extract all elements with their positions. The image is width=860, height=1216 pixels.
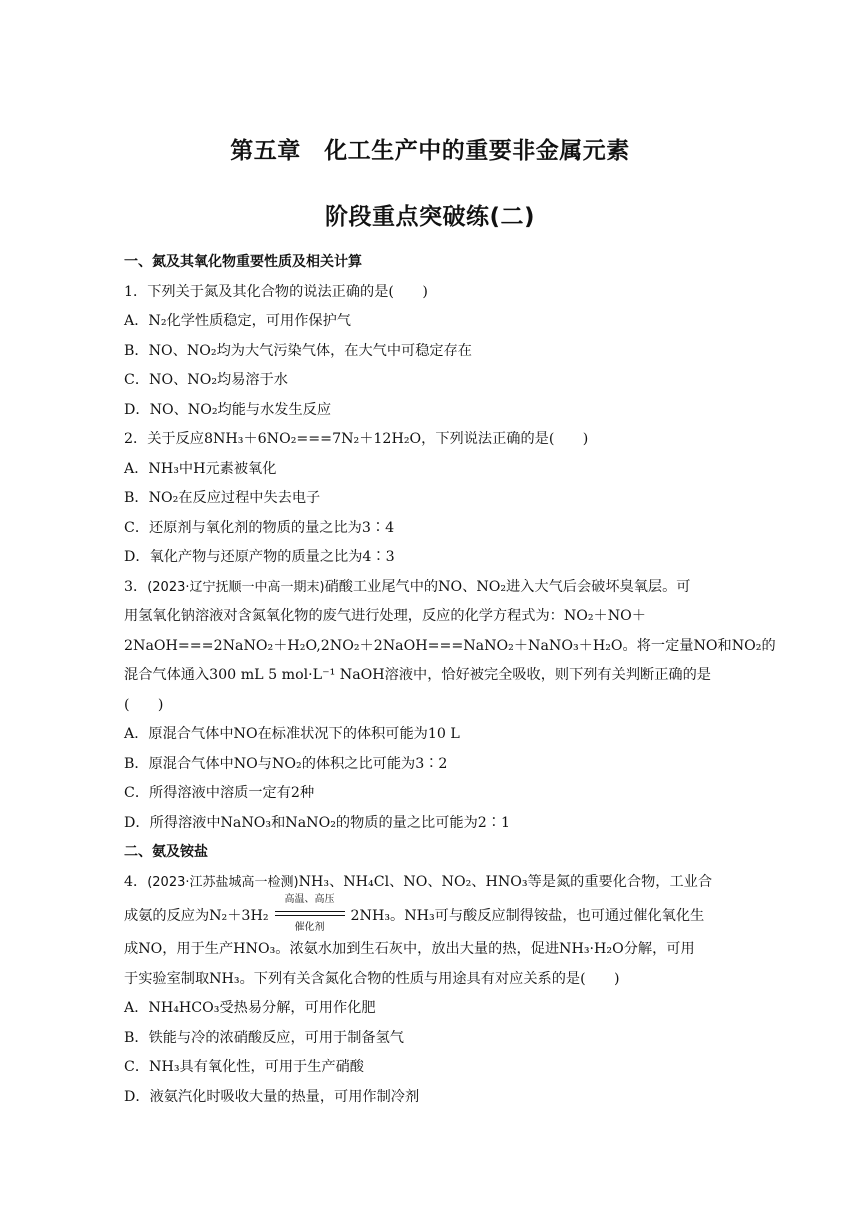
question-4-option-b: B．铁能与冷的浓硝酸反应，可用于制备氢气 [124,1029,404,1046]
question-3-option-a: A．原混合气体中NO在标准状况下的体积可能为10 L [124,726,460,742]
question-3-stem-line-3: 2NaOH===2NaNO₂＋H₂O,2NO₂＋2NaOH===NaNO₂＋NaNO₃＋H₂O。将一定量NO和NO₂的 [124,637,776,654]
condition-top: 高温、高压 [284,894,335,905]
question-4-stem-line-4: 于实验室制取NH₃。下列有关含氮化合物的性质与用途具有对应关系的是( ) [124,970,620,987]
question-2-option-b: B．NO₂在反应过程中失去电子 [124,490,321,506]
condition-bottom: 催化剂 [294,922,325,933]
question-4-stem-line-1 [124,868,736,898]
question-3-option-d: D．所得溶液中NaNO₃和NaNO₂的物质的量之比可能为2∶1 [124,814,511,831]
chapter-title: 第五章 化工生产中的重要非金属元素 [230,138,630,164]
section-title: 阶段重点突破练(二) [324,204,536,230]
document-body [124,248,776,1112]
question-1-option-b: B．NO、NO₂均为大气污染气体，在大气中可稳定存在 [124,342,472,359]
question-3-stem-line-5: ( ) [124,696,164,713]
reversible-arrow-icon [275,915,345,916]
question-text: NH₃、NH₄Cl、NO、NO₂、HNO₃等是氮的重要化合物，工业合 [298,873,713,890]
reaction-condition-arrow [275,894,345,933]
question-number: 4． [124,873,148,890]
question-4-stem-line-2 [124,894,736,935]
question-source: (2023·江苏盐城高一检测) [147,874,299,890]
question-4-option-d: D．液氨汽化时吸收大量的热量，可用作制冷剂 [124,1088,420,1105]
question-3-stem-line-4: 混合气体通入300 mL 5 mol·L⁻¹ NaOH溶液中，恰好被完全吸收，则下列有关判断正确的是 [124,667,711,683]
question-number: 3． [124,578,148,595]
question-2-option-c: C．还原剂与氧化剂的物质的量之比为3∶4 [124,519,395,536]
question-2-stem: 2．关于反应8NH₃＋6NO₂===7N₂＋12H₂O，下列说法正确的是( ) [124,431,589,447]
question-source: (2023·辽宁抚顺一中高一期末) [147,579,325,595]
question-1-option-a: A．N₂化学性质稳定，可用作保护气 [124,313,351,329]
question-1-option-c: C．NO、NO₂均易溶于水 [124,372,288,388]
question-4-option-a: A．NH₄HCO₃受热易分解，可用作化肥 [124,1000,376,1016]
question-2-option-d: D．氧化产物与还原产物的质量之比为4∶3 [124,549,395,565]
section-heading-1: 一、氮及其氧化物重要性质及相关计算 [124,254,362,270]
question-3-stem-line-1 [124,573,736,603]
question-1-stem: 1．下列关于氮及其化合物的说法正确的是( ) [124,283,428,300]
question-4-option-c: C．NH₃具有氧化性，可用于生产硝酸 [124,1059,364,1075]
question-2-option-a: A．NH₃中H元素被氧化 [124,460,277,477]
question-3-option-b: B．原混合气体中NO与NO₂的体积之比可能为3∶2 [124,755,448,772]
question-text: 硝酸工业尾气中的NO、NO₂进入大气后会破坏臭氧层。可 [324,578,691,595]
question-3-option-c: C．所得溶液中溶质一定有2种 [124,785,315,801]
question-3-stem-line-2: 用氢氧化钠溶液对含氮氧化物的废气进行处理，反应的化学方程式为：NO₂＋NO＋ [124,608,646,624]
question-4-stem-line-3: 成NO，用于生产HNO₃。浓氨水加到生石灰中，放出大量的热，促进NH₃·H₂O分解，可用 [124,941,695,957]
section-heading-2: 二、氨及铵盐 [124,844,208,860]
equation-left: 成氨的反应为N₂＋3H₂ [124,908,269,924]
question-1-option-d: D．NO、NO₂均能与水发生反应 [124,401,332,418]
equation-right: 2NH₃。NH₃可与酸反应制得铵盐，也可通过催化氧化生 [350,908,705,924]
